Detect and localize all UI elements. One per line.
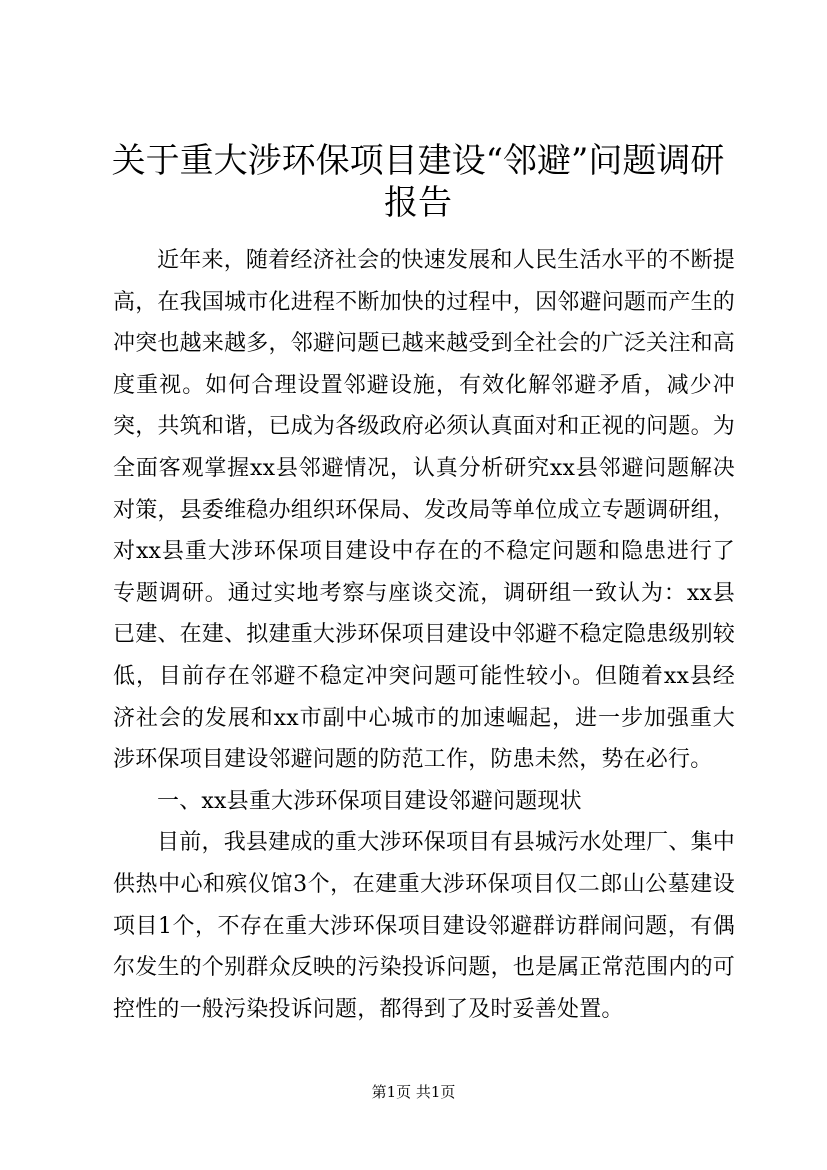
paragraph-intro: 近年来，随着经济社会的快速发展和人民生活水平的不断提高，在我国城市化进程不断加快的过程中，因邻避问题而产生的冲突也越来越多，邻避问题已越来越受到全社会的广泛关注和高度重视。如何合理设置邻避设施，有效化解邻避矛盾，减少冲突，共筑和谐，已成为各级政府必须认真面对和正视的问题。为全面客观掌握xx县邻避情况，认真分析研究xx县邻避问题解决对策，县委维稳办组织环保局、发改局等单位成立专题调研组，对xx县重大涉环保项目建设中存在的不稳定问题和隐患进行了专题调研。通过实地考察与座谈交流，调研组一致认为：xx县已建、在建、拟建重大涉环保项目建设中邻避不稳定隐患级别较低，目前存在邻避不稳定冲突问题可能性较小。但随着xx县经济社会的发展和xx市副中心城市的加速崛起，进一步加强重大涉环保项目建设邻避问题的防范工作，防患未然，势在必行。 (113, 248, 735, 773)
section-heading-1: 一、xx县重大涉环保项目建设邻避问题现状 (157, 788, 582, 814)
paragraph-status: 目前，我县建成的重大涉环保项目有县城污水处理厂、集中供热中心和殡仪馆3个，在建重大涉环保项目仅二郎山公墓建设项目1个，不存在重大涉环保项目建设邻避群访群闹问题，有偶尔发生的个别群众反映的污染投诉问题，也是属正常范围内的可控性的一般污染投诉问题，都得到了及时妥善处置。 (113, 830, 735, 1022)
page-footer: 第1页 共1页 (371, 1083, 456, 1101)
document-title: 关于重大涉环保项目建设“邻避”问题调研报告 (111, 141, 725, 223)
document-body (113, 240, 735, 1030)
